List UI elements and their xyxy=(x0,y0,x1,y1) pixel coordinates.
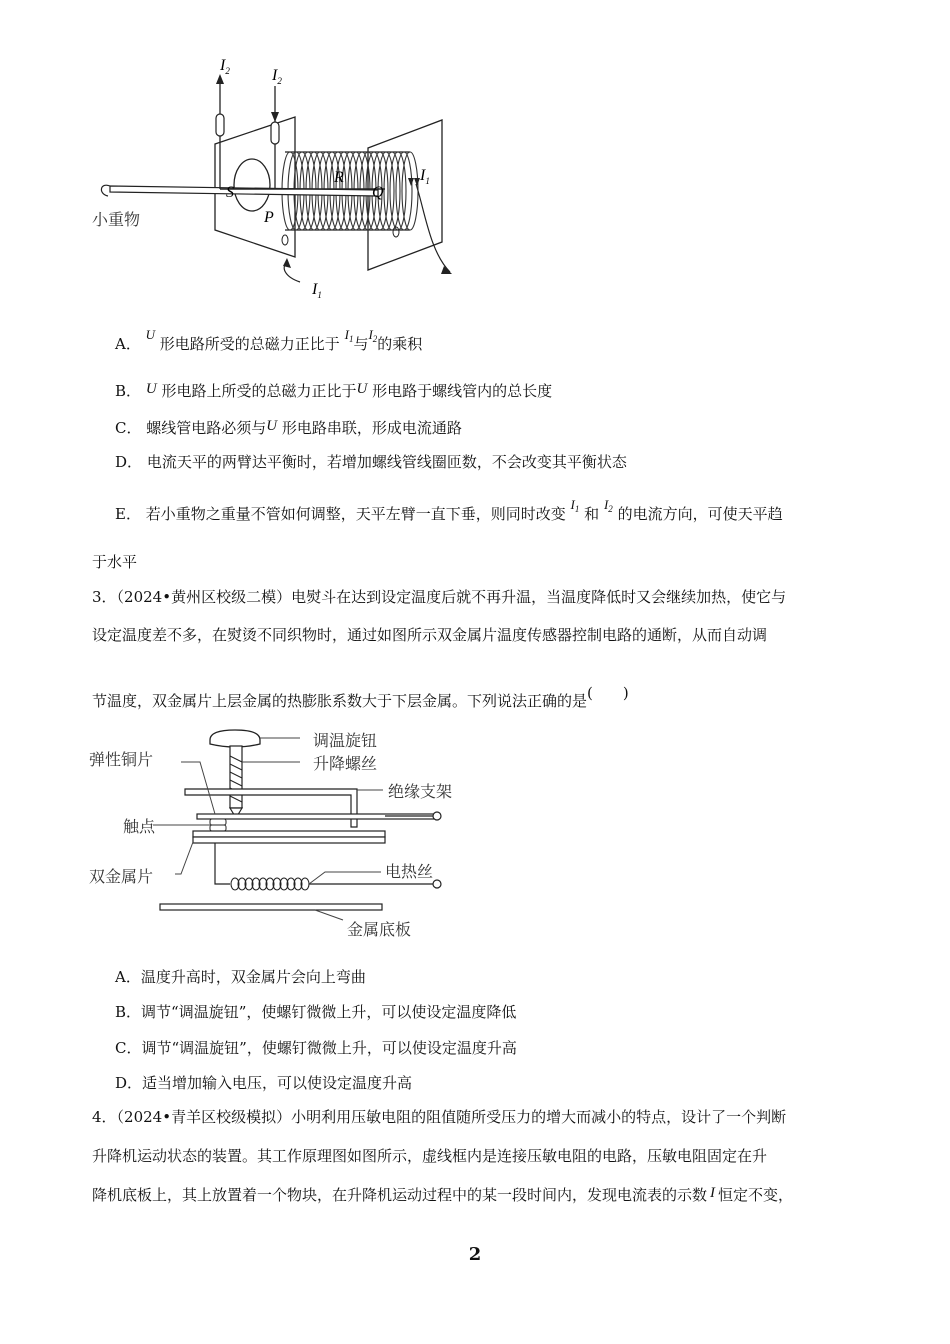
q2-option-d: D． 电流天平的两臂达平衡时，若增加螺线管线圈匝数，不会改变其平衡状态 xyxy=(115,453,627,471)
q2-option-a: A． U 形电路所受的总磁力正比于 $I_1$与$I_2$的乘积 xyxy=(115,327,423,353)
thermostat-figure xyxy=(85,722,485,947)
q3-option-a: A．温度升高时，双金属片会向上弯曲 xyxy=(115,968,366,986)
label-s: S xyxy=(226,184,234,201)
q2-option-e-cont: 于水平 xyxy=(92,553,138,571)
contact-upper xyxy=(210,819,226,825)
q4-line1: 4．（2024•青羊区校级模拟）小明利用压敏电阻的阻值随所受压力的增大而减小的特点，设计了一个判断 xyxy=(92,1108,787,1126)
bimetal-lower xyxy=(193,837,385,843)
label-screw: 升降螺丝 xyxy=(313,754,378,773)
q3-line2: 设定温度差不多，在熨烫不同织物时，通过如图所示双金属片温度传感器控制电路的通断，从而自动调 xyxy=(92,626,768,644)
q3-option-b: B．调节“调温旋钮”，使螺钉微微上升，可以使设定温度降低 xyxy=(115,1003,517,1021)
plate-hole xyxy=(234,159,270,211)
label-i1-coil: $I_1$ xyxy=(420,167,430,186)
label-i2-right: $I_2$ xyxy=(272,67,282,86)
adjust-knob xyxy=(210,730,260,747)
label-q: Q xyxy=(372,184,384,201)
q4-line3: 降机底板上，其上放置着一个物块，在升降机运动过程中的某一段时间内，发现电流表的示数 I 恒定不变， xyxy=(92,1185,794,1204)
label-copper: 弹性铜片 xyxy=(89,750,154,769)
q3-line1: 3．（2024•黄州区校级二模）电熨斗在达到设定温度后就不再升温，当温度降低时又会继续加热，使它与 xyxy=(92,588,787,606)
q2-option-e: E． 若小重物之重量不管如何调整，天平左臂一直下垂，则同时改变 $I_1$ 和 $I_2$ 的电流方向，可使天平趋 xyxy=(115,497,783,523)
balance-beam xyxy=(110,186,378,196)
label-i1-bottom: $I_1$ xyxy=(312,281,322,300)
label-weight: 小重物 xyxy=(92,210,141,229)
q3-option-c: C．调节“调温旋钮”，使螺钉微微上升，可以使设定温度升高 xyxy=(115,1039,517,1057)
label-p: P xyxy=(264,209,274,226)
q3-line3: 节温度，双金属片上层金属的热膨胀系数大于下层金属。下列说法正确的是( ) xyxy=(92,684,629,710)
label-base: 金属底板 xyxy=(347,920,412,939)
label-bimetal: 双金属片 xyxy=(89,867,154,886)
label-bracket: 绝缘支架 xyxy=(388,782,453,801)
page-number: 2 xyxy=(468,1244,482,1265)
bimetal-upper xyxy=(193,831,385,837)
label-i2-left: $I_2$ xyxy=(220,57,230,76)
current-balance-figure xyxy=(80,52,480,312)
label-r: R xyxy=(334,169,344,186)
label-contact: 触点 xyxy=(123,817,156,836)
q2-option-b: B． U 形电路上所受的总磁力正比于U 形电路于螺线管内的总长度 xyxy=(115,381,553,400)
q2-option-c: C． 螺线管电路必须与U 形电路串联，形成电流通路 xyxy=(115,418,462,437)
label-heater: 电热丝 xyxy=(385,862,434,881)
q3-option-d: D．适当增加输入电压，可以使设定温度升高 xyxy=(115,1074,413,1092)
q4-line2: 升降机运动状态的装置。其工作原理图如图所示，虚线框内是连接压敏电阻的电路，压敏电阻固定在升 xyxy=(92,1147,768,1165)
label-knob: 调温旋钮 xyxy=(313,731,378,750)
heater-coil xyxy=(231,878,309,890)
contact-lower xyxy=(210,825,226,831)
metal-base xyxy=(160,904,382,910)
